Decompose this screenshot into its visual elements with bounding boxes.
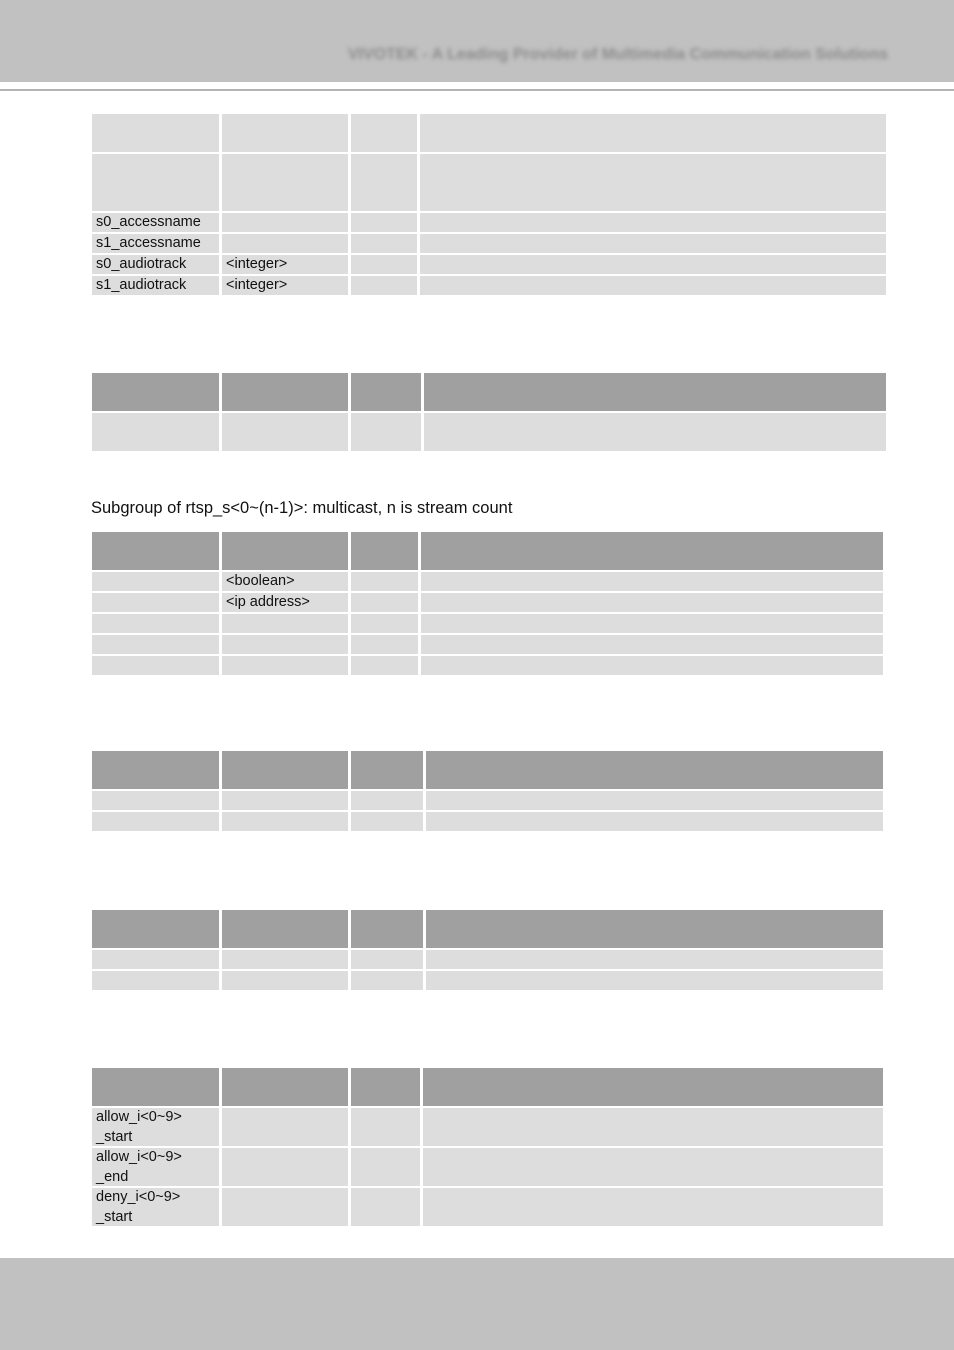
table-cell [92, 572, 219, 591]
table-row [92, 1108, 883, 1146]
table-row [92, 614, 883, 633]
table-cell: <boolean> [222, 572, 348, 591]
table-header-cell [222, 910, 348, 948]
table-row [92, 971, 883, 990]
parameter-table-2 [92, 373, 886, 453]
table-cell [421, 572, 883, 591]
table-cell [424, 413, 886, 451]
table-row [92, 656, 883, 675]
table-cell [222, 213, 348, 232]
table-cell [420, 255, 886, 274]
ipfilter-table [92, 1068, 883, 1228]
table-cell [351, 114, 417, 152]
table-cell [421, 614, 883, 633]
table-cell [222, 791, 348, 810]
table-cell [351, 572, 418, 591]
table-row [92, 114, 886, 152]
table-header-row [92, 1068, 883, 1106]
table-cell: s1_accessname [92, 234, 219, 253]
table-header-cell [351, 751, 423, 789]
table-cell [351, 971, 423, 990]
table-cell: deny_i<0~9> _start [92, 1188, 219, 1226]
table-header-cell [351, 910, 423, 948]
table-header-row [92, 373, 886, 411]
table-row [92, 593, 883, 612]
table-row [92, 791, 883, 810]
parameter-table-4 [92, 751, 883, 833]
table-header-cell [222, 373, 348, 411]
table-header-cell [426, 910, 883, 948]
table-cell [420, 114, 886, 152]
table-cell [351, 213, 417, 232]
table-cell: <ip address> [222, 593, 348, 612]
table-header-row [92, 751, 883, 789]
table-header-cell [424, 373, 886, 411]
table-header-cell [222, 751, 348, 789]
table-row [92, 635, 883, 654]
table-header-cell [351, 373, 421, 411]
table-cell [420, 234, 886, 253]
table-cell [351, 614, 418, 633]
table-header-cell [92, 1068, 219, 1106]
table-header-cell [92, 373, 219, 411]
table-cell [426, 791, 883, 810]
table-cell [351, 635, 418, 654]
table-cell [92, 154, 219, 211]
table-cell [222, 234, 348, 253]
table-cell [351, 255, 417, 274]
table-cell [222, 1108, 348, 1146]
rtsp-stream-table [92, 114, 886, 297]
table-cell [426, 812, 883, 831]
table-cell [222, 114, 348, 152]
table-cell [222, 950, 348, 969]
table-cell: s1_audiotrack [92, 276, 219, 295]
table-cell [222, 1148, 348, 1186]
table-cell [423, 1148, 883, 1186]
table-cell [222, 656, 348, 675]
table-cell [222, 413, 348, 451]
table-row [92, 213, 886, 232]
table-cell [421, 635, 883, 654]
table-header-cell [426, 751, 883, 789]
table-cell [423, 1188, 883, 1226]
table-cell [222, 971, 348, 990]
table-cell [351, 1188, 420, 1226]
table-cell [222, 1188, 348, 1226]
table-cell [92, 614, 219, 633]
table-cell [351, 154, 417, 211]
table-header-row [92, 532, 883, 570]
table-cell [421, 656, 883, 675]
table-row [92, 255, 886, 274]
multicast-table [92, 532, 883, 677]
table-cell [222, 614, 348, 633]
table-row [92, 1148, 883, 1186]
table-header-cell [222, 532, 348, 570]
table-cell: <integer> [222, 276, 348, 295]
table-row [92, 413, 886, 451]
multicast-caption: Subgroup of rtsp_s<0~(n-1)>: multicast, n is stream count [91, 499, 513, 517]
table-cell [351, 812, 423, 831]
table-cell [222, 812, 348, 831]
table-cell [351, 656, 418, 675]
table-cell [351, 791, 423, 810]
table-header-cell [351, 1068, 420, 1106]
table-cell [92, 635, 219, 654]
table-cell [351, 234, 417, 253]
table-cell [351, 593, 418, 612]
table-header-cell [423, 1068, 883, 1106]
table-cell [92, 114, 219, 152]
page-footer [0, 1258, 954, 1350]
table-cell [92, 413, 219, 451]
table-cell [351, 950, 423, 969]
table-cell [426, 971, 883, 990]
table-row [92, 276, 886, 295]
table-cell [351, 1148, 420, 1186]
page-header [0, 0, 954, 82]
table-cell [92, 791, 219, 810]
table-header-cell [222, 1068, 348, 1106]
table-cell [92, 950, 219, 969]
table-cell: s0_accessname [92, 213, 219, 232]
table-row [92, 950, 883, 969]
table-header-row [92, 910, 883, 948]
header-tagline: VIVOTEK - A Leading Provider of Multimedia Communication Solutions [347, 46, 888, 63]
table-header-cell [92, 751, 219, 789]
table-header-cell [421, 532, 883, 570]
header-rule [0, 89, 954, 91]
table-cell [421, 593, 883, 612]
table-row [92, 812, 883, 831]
table-cell [351, 1108, 420, 1146]
table-cell [351, 413, 421, 451]
table-row [92, 572, 883, 591]
table-cell [92, 656, 219, 675]
table-cell [420, 276, 886, 295]
table-header-cell [92, 532, 219, 570]
table-cell [423, 1108, 883, 1146]
table-cell: s0_audiotrack [92, 255, 219, 274]
table-cell [420, 213, 886, 232]
table-row [92, 1188, 883, 1226]
table-row [92, 154, 886, 211]
table-cell: allow_i<0~9> _end [92, 1148, 219, 1186]
table-cell: allow_i<0~9> _start [92, 1108, 219, 1146]
table-cell [351, 276, 417, 295]
table-cell [420, 154, 886, 211]
table-row [92, 234, 886, 253]
table-cell [92, 812, 219, 831]
table-cell [222, 154, 348, 211]
table-cell [222, 635, 348, 654]
table-header-cell [92, 910, 219, 948]
parameter-table-5 [92, 910, 883, 992]
table-header-cell [351, 532, 418, 570]
table-cell [426, 950, 883, 969]
table-cell [92, 593, 219, 612]
table-cell [92, 971, 219, 990]
table-cell: <integer> [222, 255, 348, 274]
